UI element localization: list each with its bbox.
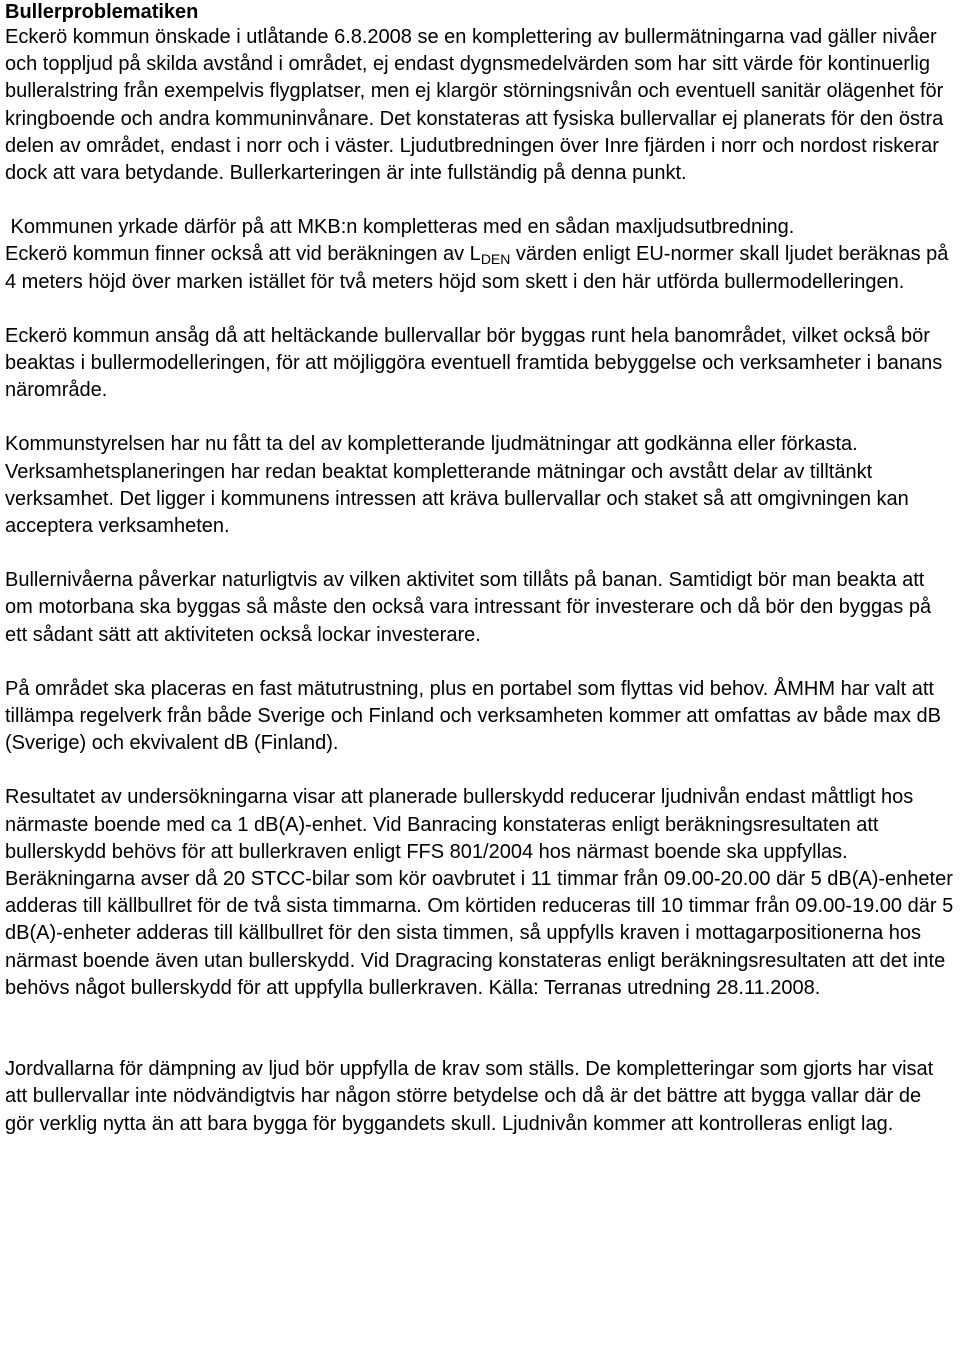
spacer [5,540,955,567]
paragraph-3: Eckerö kommun ansåg då att heltäckande bullervallar bör byggas runt hela banområdet, vilket också bör beaktas i bullermodelleringen, för att möjliggöra eventuell framtida bebyggelse och verksamheter i banans närområde. [5,324,943,402]
paragraph-4: Kommunstyrelsen har nu fått ta del av kompletterande ljudmätningar att godkänna eller förkasta. Verksamhetsplaneringen har redan beaktat kompletterande mätningar och avstått delar av tilltänkt verksamhet. Det ligger i kommunens intressen att kräva bullervallar och staket så att omgivningen kan acceptera verksamheten. [5,433,909,538]
paragraph-5: Bullernivåerna påverkar naturligtvis av vilken aktivitet som tillåts på banan. Samtidigt bör man beakta att om motorbana ska byggas så måste den också vara intressant för investerare och då bör den byggas på ett sådant sätt att aktiviteten också lockar investerare. [5,569,932,646]
paragraph-2-pre: Eckerö kommun finner också att vid beräkningen av L [5,243,481,266]
spacer [5,187,955,214]
document-body [5,0,955,1138]
lden-subscript: DEN [480,251,511,268]
paragraph-7: Resultatet av undersökningarna visar att planerade bullerskydd reducerar ljudnivån endast måttligt hos närmaste boende med ca 1 dB(A)-enhet. Vid Banracing konstateras enligt beräkningsresultaten att bullerskydd behövs för att bullerkraven enligt FFS 801/2004 hos närmast boende ska uppfyllas. Beräkningarna avser då 20 STCC-bilar som kör oavbrutet i 11 timmar från 09.00-20.00 där 5 dB(A)-enheter adderas till källbullret för de två sista timmarna. Om körtiden reduceras till 10 timmar från 09.00-19.00 där 5 dB(A)-enheter adderas till källbullret för den sista timmen, så uppfylls kraven i mottagarpositionerna hos närmast boende även utan bullerskydd. Vid Dragracing konstateras enligt beräkningsresultaten att det inte behövs något bullerskydd för att uppfylla bullerkraven. Källa: Terranas utredning 28.11.2008. [5,786,954,999]
paragraph-2 [5,241,955,295]
paragraph-2-post: värden enligt EU-normer skall ljudet beräknas på 4 meters höjd över marken istället för två meters höjd som skett i den här utförda bullermodelleringen. [5,243,949,293]
spacer [5,296,955,323]
paragraph-6: På området ska placeras en fast mätutrustning, plus en portabel som flyttas vid behov. ÅMHM har valt att tillämpa regelverk från både Sverige och Finland och verksamheten kommer att omfattas av både max dB (Sverige) och ekvivalent dB (Finland). [5,677,942,755]
spacer [5,757,955,784]
paragraph-2-line-1: Kommunen yrkade därför på att MKB:n kompletteras med en sådan maxljudsutbredning. [5,216,795,239]
spacer [5,404,955,431]
paragraph-8: Jordvallarna för dämpning av ljud bör uppfylla de krav som ställs. De kompletteringar som gjorts har visat att bullervallar inte nödvändigtvis har någon större betydelse och då är det bättre att bygga vallar där de gör verklig nytta än att bara bygga för byggandets skull. Ljudnivån kommer att kontrolleras enligt lag. [5,1058,934,1135]
spacer [5,649,955,676]
paragraph-1: Eckerö kommun önskade i utlåtande 6.8.2008 se en komplettering av bullermätningarna vad gäller nivåer och toppljud på skilda avstånd i området, ej endast dygnsmedelvärden som har sitt värde för kontinuerlig bulleralstring från exempelvis flygplatser, men ej klargör störningsnivån och eventuell sanitär olägenhet för kringboende och andra kommuninvånare. Det konstateras att fysiska bullervallar ej planerats för den östra delen av området, endast i norr och i väster. Ljudutbredningen över Inre fjärden i norr och nordost riskerar dock att vara betydande. Bullerkarteringen är inte fullständig på denna punkt. [5,26,944,185]
section-heading: Bullerproblematiken [5,1,199,23]
spacer [5,1002,955,1056]
